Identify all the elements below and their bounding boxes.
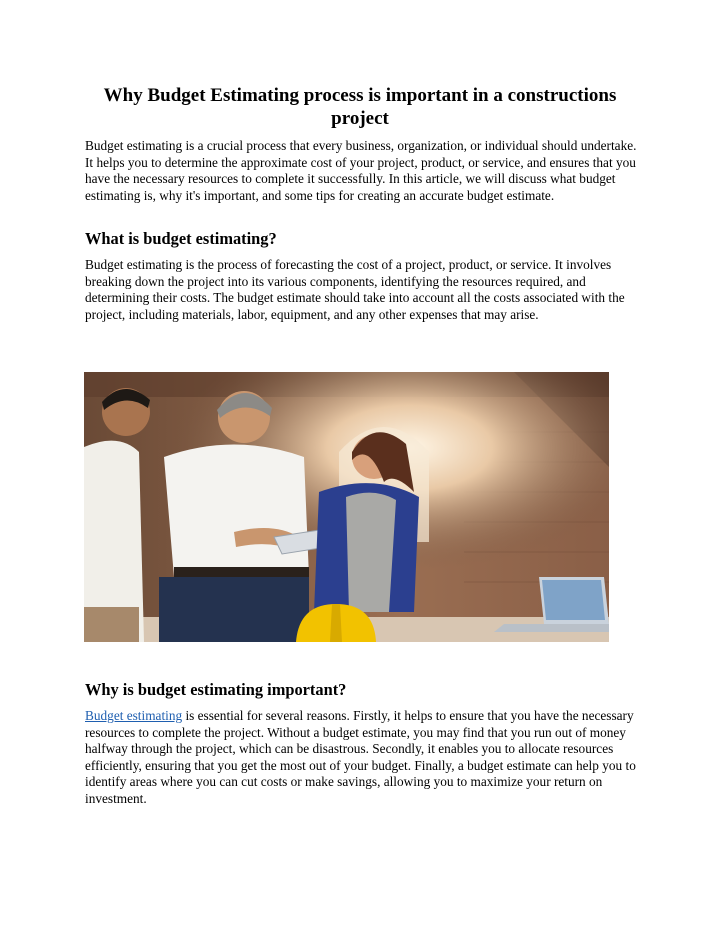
budget-estimating-link[interactable]: Budget estimating — [85, 708, 183, 723]
page-title: Why Budget Estimating process is important in a constructions project — [103, 85, 617, 129]
section-heading-why-important: Why is budget estimating important? — [85, 680, 347, 699]
section-body-why-important — [85, 708, 640, 808]
section-body-why-important-text: is essential for several reasons. Firstly, it helps to ensure that you have the necessary resources to complete the project. Without a budget estimate, you may find that you run out of money halfway through the project, which can be disastrous. Secondly, it enables you to allocate resources efficiently, ensuring that you get the most out of your budget. Finally, a budget estimate can help you to identify areas where you can cut costs or make savings, allowing you to maximize your return on investment. — [85, 708, 636, 806]
section-body-what-is: Budget estimating is the process of forecasting the cost of a project, product, or service. It involves breaking down the project into its various components, identifying the resources required, and determining their costs. The budget estimate should take into account all the costs associated with the project, including materials, labor, equipment, and any other expenses that may arise. — [85, 257, 625, 322]
section-heading-what-is: What is budget estimating? — [85, 229, 277, 248]
construction-team-photo — [84, 372, 609, 642]
intro-paragraph: Budget estimating is a crucial process that every business, organization, or individual should undertake. It helps you to determine the approximate cost of your project, product, or service, and ensures that you have the necessary resources to complete it successfully. In this article, we will discuss what budget estimating is, why it's important, and some tips for creating an accurate budget estimate. — [85, 138, 637, 203]
